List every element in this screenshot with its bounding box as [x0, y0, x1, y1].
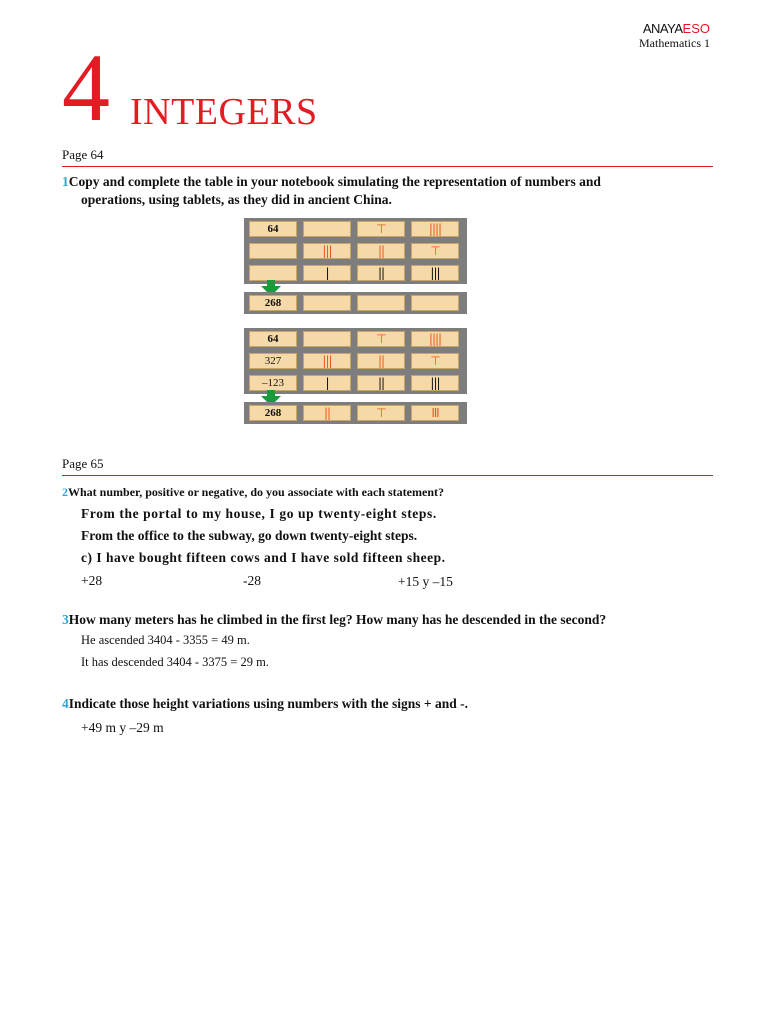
- answer-b: -28: [243, 573, 261, 588]
- brand-main: ANAYA: [642, 21, 683, 36]
- brand-accent: ESO: [682, 21, 710, 36]
- rod-cell: Ⅲ: [411, 405, 459, 421]
- answer-a: +28: [81, 573, 103, 588]
- tablet-row: [244, 240, 467, 262]
- answer-3-line1: He ascended 3404 - 3355 = 49 m.: [81, 633, 250, 647]
- result-label: 268: [249, 405, 297, 421]
- question-1: [62, 173, 713, 191]
- rod-cell: [303, 331, 351, 347]
- question-4-text: Indicate those height variations using numbers with the signs + and -.: [68, 696, 469, 711]
- china-tablets-solution: [244, 328, 467, 424]
- chapter-number: 4: [62, 34, 110, 141]
- row-label: 64: [249, 221, 297, 237]
- tablet-row: [244, 218, 467, 240]
- rod-cell: |||: [411, 265, 459, 281]
- rod-cell: |||: [411, 375, 459, 391]
- rod-cell: |: [303, 265, 351, 281]
- question-1-line2: operations, using tablets, as they did in ancient China.: [81, 192, 392, 207]
- question-1-line1: Copy and complete the table in your notebook simulating the representation of numbers and: [68, 174, 601, 189]
- rod-cell: [411, 295, 459, 311]
- row-label: [249, 265, 297, 281]
- rod-cell: ||||: [411, 221, 459, 237]
- question-number: 4: [62, 696, 69, 711]
- rod-cell: ⊤: [357, 331, 405, 347]
- question-3: [62, 611, 606, 629]
- rod-cell: ⊤: [411, 243, 459, 259]
- tablet-row: [244, 328, 467, 350]
- page-label-64: Page 64: [62, 147, 104, 162]
- rod-cell: [303, 295, 351, 311]
- book-subtitle: Mathematics 1: [639, 36, 710, 50]
- tablet-row: [244, 350, 467, 372]
- chapter-title: INTEGERS: [130, 91, 318, 133]
- question-4: [62, 695, 468, 713]
- rod-cell: ||: [357, 375, 405, 391]
- question-number: 3: [62, 612, 69, 627]
- tablet-result-row: [244, 292, 467, 314]
- rod-cell: ||: [357, 353, 405, 369]
- rod-cell: ⊤: [357, 405, 405, 421]
- row-label: –123: [249, 375, 297, 391]
- question-2-text: What number, positive or negative, do you associate with each statement?: [68, 485, 444, 499]
- rod-cell: ||: [303, 405, 351, 421]
- question-3-text: How many meters has he climbed in the first leg? How many has he descended in the second?: [68, 612, 607, 627]
- statement-c: c) I have bought fifteen cows and I have sold fifteen sheep.: [81, 550, 446, 565]
- rod-cell: |||: [303, 353, 351, 369]
- tablet-result-row: [244, 402, 467, 424]
- rod-cell: |||: [303, 243, 351, 259]
- statement-a: From the portal to my house, I go up twenty-eight steps.: [81, 506, 437, 521]
- publisher-brand: [639, 22, 710, 50]
- answer-3-line2: It has descended 3404 - 3375 = 29 m.: [81, 655, 269, 669]
- answer-c: +15 y –15: [398, 574, 453, 589]
- rod-cell: ||: [357, 243, 405, 259]
- row-label: 64: [249, 331, 297, 347]
- question-number: 1: [62, 174, 69, 189]
- answer-4: +49 m y –29 m: [81, 720, 164, 735]
- rod-cell: ⊤: [411, 353, 459, 369]
- rod-cell: ||||: [411, 331, 459, 347]
- rod-cell: ||: [357, 265, 405, 281]
- section-divider: [62, 475, 713, 476]
- row-label: 327: [249, 353, 297, 369]
- rod-cell: [303, 221, 351, 237]
- china-tablets-exercise: [244, 218, 467, 314]
- statement-b: From the office to the subway, go down twenty-eight steps.: [81, 528, 418, 543]
- question-number: 2: [62, 485, 68, 499]
- section-divider: [62, 166, 713, 167]
- page-label-65: Page 65: [62, 456, 104, 471]
- tablet-row: [244, 262, 467, 284]
- rod-cell: ⊤: [357, 221, 405, 237]
- result-label: 268: [249, 295, 297, 311]
- row-label: [249, 243, 297, 259]
- rod-cell: [357, 295, 405, 311]
- rod-cell: |: [303, 375, 351, 391]
- question-2: [62, 484, 444, 500]
- tablet-row: [244, 372, 467, 394]
